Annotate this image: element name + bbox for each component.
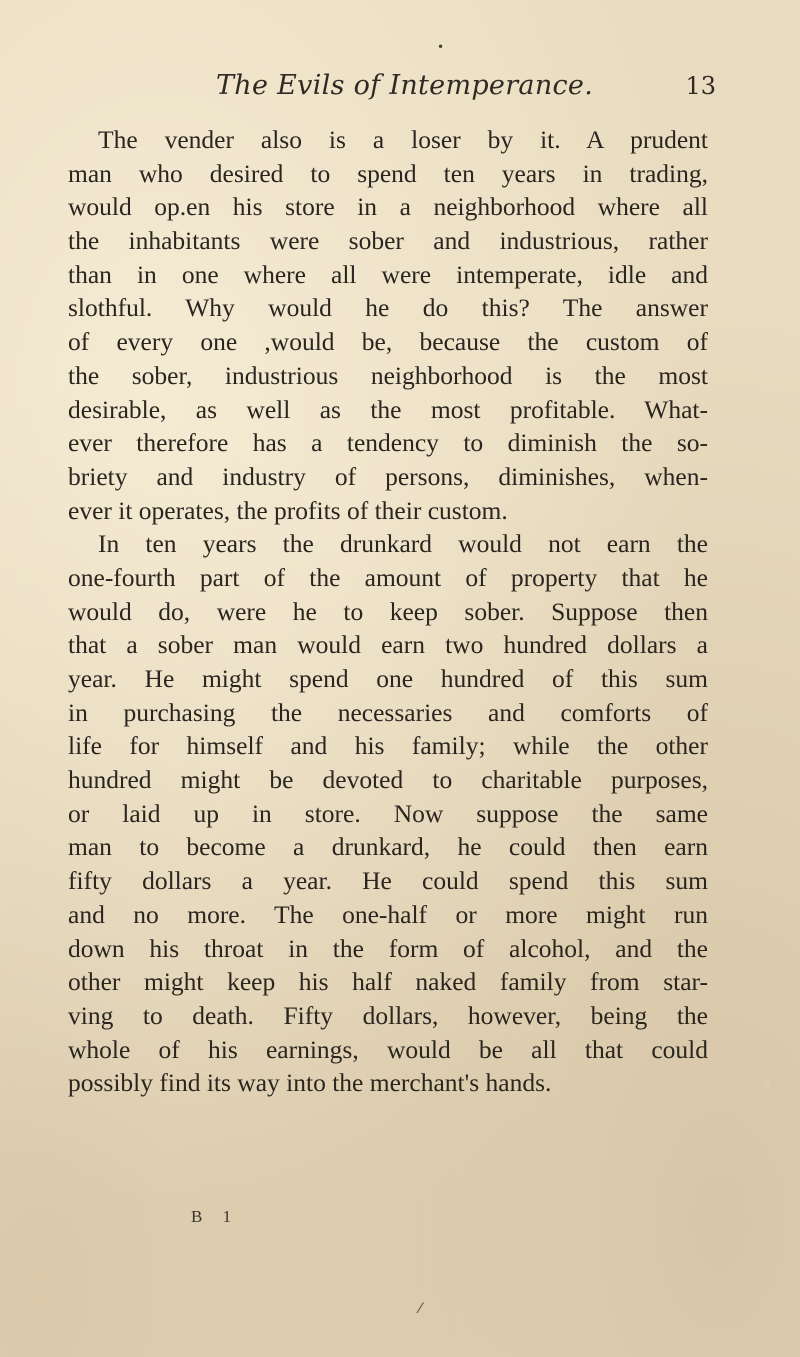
text-line: ving to death. Fifty dollars, however, being the [68,1000,708,1030]
text-line: man to become a drunkard, he could then earn [68,832,708,862]
text-line: down his throat in the form of alcohol, and the [68,933,708,963]
body-text [68,123,708,1100]
stray-ink-mark: ⁄ [419,1301,422,1317]
text-line: or laid up in store. Now suppose the same [68,798,708,828]
text-line: man who desired to spend ten years in trading, [68,158,708,188]
text-line: slothful. Why would he do this? The answer [68,293,708,323]
text-line: in purchasing the necessaries and comforts of [68,697,708,727]
running-title: The Evils of Intemperance. [216,70,594,101]
text-line: would op.en his store in a neighborhood where all [68,192,708,222]
text-line: fifty dollars a year. He could spend this sum [68,866,708,896]
text-line: life for himself and his family; while the other [68,731,708,761]
text-line: The vender also is a loser by it. A prudent [98,125,708,154]
text-line: the inhabitants were sober and industrious, rather [68,226,708,256]
stray-ink-mark: • [437,40,445,54]
text-line: would do, were he to keep sober. Suppose then [68,596,708,626]
page-number: 13 [685,72,716,100]
text-line: ever it operates, the profits of their custom. [68,495,508,525]
text-line: that a sober man would earn two hundred dollars a [68,630,708,660]
text-line: other might keep his half naked family from star- [68,967,708,997]
text-line: year. He might spend one hundred of this sum [68,664,708,693]
text-line: the sober, industrious neighborhood is the most [68,360,708,390]
text-line: In ten years the drunkard would not earn the [98,529,708,559]
text-line: desirable, as well as the most profitable. What- [68,394,708,424]
text-line: hundred might be devoted to charitable purposes, [68,765,708,795]
text-line: than in one where all were intemperate, idle and [68,259,708,289]
page-header [216,70,716,110]
text-line: one-fourth part of the amount of property that he [68,562,708,592]
text-line: briety and industry of persons, diminishes, when- [68,461,708,491]
paper-blemish [764,1078,770,1087]
text-line: whole of his earnings, would be all that could [68,1034,708,1064]
signature-mark: B 1 [191,1207,240,1226]
text-line: possibly find its way into the merchant's hands. [68,1068,552,1098]
text-line: ever therefore has a tendency to diminish the so- [68,428,708,458]
text-line: and no more. The one-half or more might run [68,899,708,929]
text-line: of every one ,would be, because the custom of [68,327,708,357]
